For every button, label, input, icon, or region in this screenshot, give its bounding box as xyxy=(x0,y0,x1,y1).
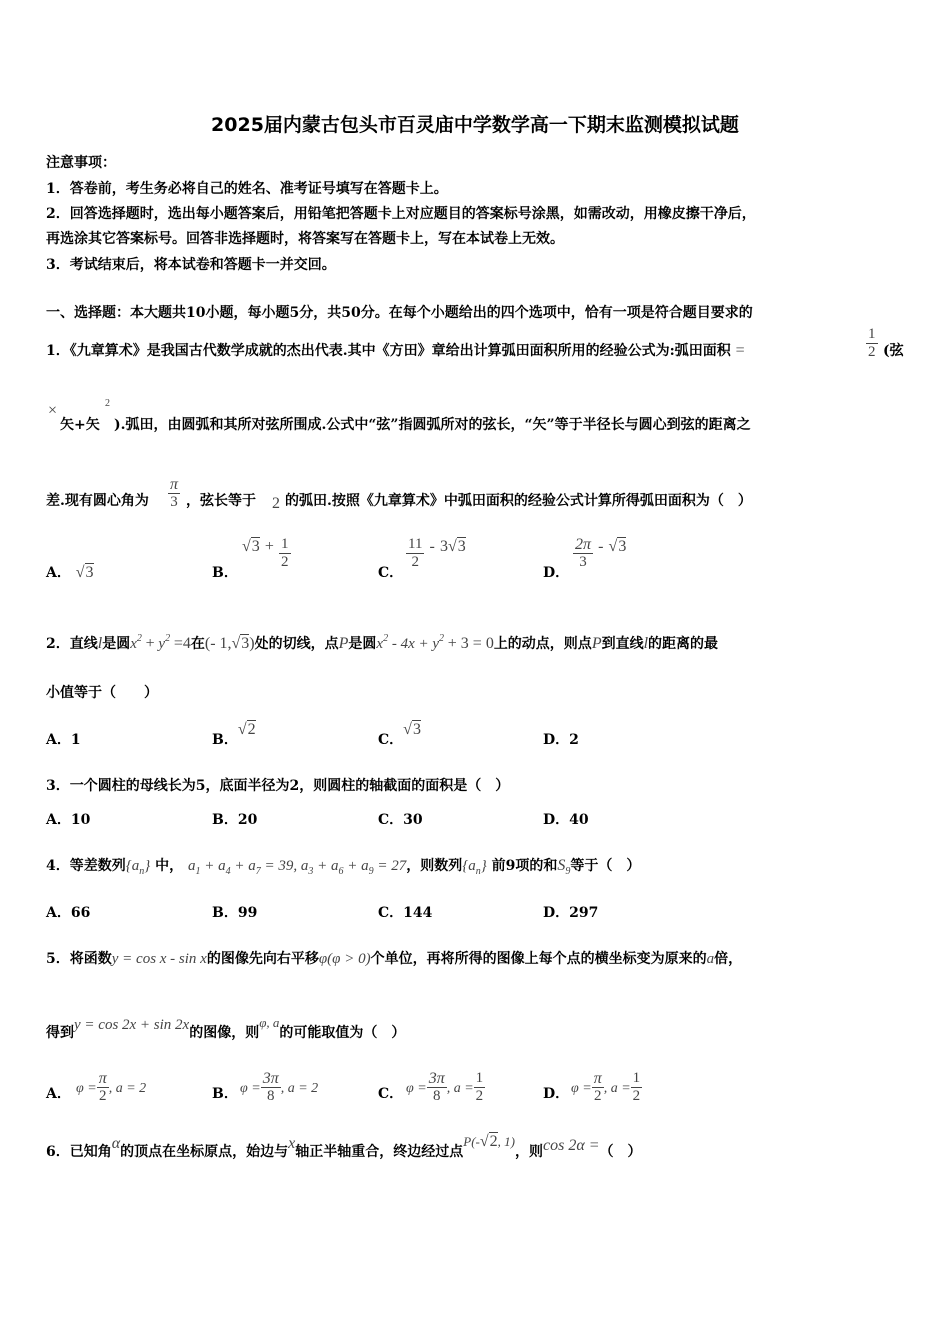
q5-option-d-label: D． xyxy=(543,1086,570,1102)
q5-text-b: 的图像先向右平移 xyxy=(206,951,319,967)
q6-text-e: （ ） xyxy=(599,1144,642,1160)
q2-option-b[interactable]: B．√2 xyxy=(212,721,256,748)
q6-line xyxy=(46,1133,642,1161)
q1-line1 xyxy=(46,340,745,360)
q1-text-d: ).弧田，由圆弧和其所对弦所围成.公式中“弦”指圆弧所对的弦长，“矢”等于半径长与圆心到弦的距离之 xyxy=(114,417,751,433)
q1-option-b-plus: + xyxy=(264,538,274,555)
q5-option-b-label: B． xyxy=(212,1086,238,1102)
q5-text-d: 倍， xyxy=(714,951,743,967)
q1-option-a-value: 3 xyxy=(85,564,94,581)
q6-point: P(-√2, 1) xyxy=(463,1133,515,1150)
q1-line2 xyxy=(60,414,100,434)
q4-text-b: 中， xyxy=(155,858,184,874)
q5-text-f: 的图像，则 xyxy=(189,1025,260,1041)
q2-point: (- 1,√3) xyxy=(204,635,255,652)
q4-conditions: $a_1 + a_4 + a_7 = 39$, $a_3 + a_6 + a_9 = 27$ xyxy=(188,858,407,877)
q1-eq: = xyxy=(735,342,745,359)
q1-option-c-num: 11 xyxy=(408,536,423,552)
q5-text-e: 得到 xyxy=(46,1025,74,1041)
q3-text: 3．一个圆柱的母线长为5，底面半径为2，则圆柱的轴截面的面积是（ ） xyxy=(46,778,510,794)
q1-option-a[interactable]: A． √3 xyxy=(46,564,94,581)
q1-half xyxy=(866,326,878,361)
q2-option-c[interactable]: C．√3 xyxy=(378,721,421,748)
q1-option-b-rad: 3 xyxy=(251,538,260,555)
q1-pi: π xyxy=(170,476,179,493)
q5-alpha: a xyxy=(706,951,715,967)
q4-line xyxy=(46,855,640,875)
note-3: 3．考试结束后，将本试卷和答题卡一并交回。 xyxy=(46,257,336,273)
q1-three: 3 xyxy=(170,494,178,510)
notes-heading: 注意事项： xyxy=(46,155,116,171)
q4-seq-2: $\{a_n\}$ xyxy=(462,858,487,877)
q1-text-f: ，弦长等于 xyxy=(186,493,256,509)
q1-times: × xyxy=(48,402,58,419)
q6-alpha: α xyxy=(111,1135,121,1152)
q1-chord: 2 xyxy=(272,495,280,512)
q3-option-d[interactable]: D．40 xyxy=(543,812,589,828)
q2-option-d[interactable]: D．2 xyxy=(543,732,579,748)
q2-text-b: 是圆 xyxy=(102,636,131,652)
q5-option-a-label: A． xyxy=(46,1086,71,1102)
q5-option-a[interactable] xyxy=(46,1083,71,1103)
q2-circle1: $x^2 + y^2 =4$ xyxy=(130,633,191,652)
q2-point-p: P xyxy=(338,635,349,652)
q4-text-d: 前9项的和 xyxy=(491,858,558,874)
q1-option-b-num: 1 xyxy=(281,536,289,552)
q4-option-c[interactable]: C．144 xyxy=(378,905,433,921)
q2-line1 xyxy=(46,633,718,653)
q2-option-b-rad: 2 xyxy=(247,721,256,738)
q4-option-b[interactable]: B．99 xyxy=(212,905,258,921)
q1-option-b-expr: √3 + $\frac{1}{2}$ xyxy=(242,536,289,570)
q5-line2 xyxy=(46,1015,406,1042)
q5-option-b-expr: φ = $\frac{3\pi}{8}$ , a = 2 xyxy=(240,1070,319,1104)
q5-text-a: 5．将函数 xyxy=(46,951,112,967)
q1-half-den: 2 xyxy=(868,344,876,360)
q6-cos: cos 2α = xyxy=(543,1137,600,1154)
q2-text-d: 处的切线，点 xyxy=(254,636,339,652)
q4-option-d[interactable]: D．297 xyxy=(543,905,599,921)
page-title: 2025届内蒙古包头市百灵庙中学数学高一下期末监测模拟试题 xyxy=(211,114,739,136)
q1-option-b-label: B． xyxy=(212,565,238,581)
q1-option-d[interactable] xyxy=(543,562,569,582)
q2-line-l-2: l xyxy=(643,635,649,652)
q2-circle2: $x^2 - 4x + y^2 + 3 = 0$ xyxy=(376,633,494,652)
q1-text-b: (弦 xyxy=(883,343,904,359)
q1-square: 2 xyxy=(105,398,110,409)
q2-text-h: 的距离的最 xyxy=(648,636,719,652)
q6-text-a: 6．已知角 xyxy=(46,1144,112,1160)
q5-phi-a: φ, a xyxy=(259,1015,280,1030)
q2-text-f: 上的动点，则点 xyxy=(493,636,592,652)
q1-option-b-den: 2 xyxy=(281,554,289,570)
q4-text-e: 等于（ ） xyxy=(570,858,641,874)
q2-text-e: 是圆 xyxy=(348,636,377,652)
q3-option-a[interactable]: A．10 xyxy=(46,812,91,828)
q2-option-c-rad: 3 xyxy=(412,721,421,738)
q4-option-a[interactable]: A．66 xyxy=(46,905,91,921)
q2-text-c: 在 xyxy=(190,636,205,652)
q1-option-d-den: 3 xyxy=(579,554,587,570)
q3-option-b[interactable]: B．20 xyxy=(212,812,258,828)
q1-option-d-rad: 3 xyxy=(618,538,627,555)
q1-half-num: 1 xyxy=(868,326,876,342)
q1-angle xyxy=(168,476,180,511)
q5-option-d-expr: φ = $\frac{\pi}{2}$ , a = $\frac{1}{2}$ xyxy=(571,1070,641,1104)
q5-option-d[interactable] xyxy=(543,1083,569,1103)
q4-seq: $\{a_n\}$ xyxy=(125,858,151,877)
q1-option-c-den: 2 xyxy=(411,554,419,570)
q1-option-b[interactable] xyxy=(212,562,238,582)
q2-text-a: 2．直线 xyxy=(46,636,98,652)
q6-text-c: 轴正半轴重合，终边经过点 xyxy=(295,1144,464,1160)
q1-option-d-minus: - xyxy=(598,538,604,555)
q2-option-b-label: B． xyxy=(212,732,238,748)
q5-function: y = cos x - sin x xyxy=(111,951,207,967)
note-2a: 2．回答选择题时，选出每小题答案后，用铅笔把答题卡上对应题目的答案标号涂黑，如需改动，用橡皮擦干净后， xyxy=(46,206,756,222)
q5-option-c-expr: φ = $\frac{3\pi}{8}$ , a = $\frac{1}{2}$ xyxy=(406,1070,484,1104)
q1-option-c-rad: 3 xyxy=(457,538,466,555)
q2-line2: 小值等于（ ） xyxy=(46,685,158,701)
q6-text-d: ，则 xyxy=(515,1144,543,1160)
q5-text-c: 个单位，再将所得的图像上每个点的横坐标变为原来的 xyxy=(370,951,707,967)
section-heading: 一、选择题：本大题共10小题，每小题5分，共50分。在每个小题给出的四个选项中，恰有一项是符合题目要求的 xyxy=(46,305,753,321)
q2-option-a[interactable]: A．1 xyxy=(46,732,81,748)
q2-point-p-2: P xyxy=(591,635,602,652)
q5-phi-condition: (φ > 0) xyxy=(327,951,371,967)
q1-option-c-expr: $\frac{11}{2}$ - 3√3 xyxy=(408,536,466,570)
q1-option-a-label: A． xyxy=(46,565,71,581)
q6-text-b: 的顶点在坐标原点，始边与 xyxy=(120,1144,289,1160)
q6-x: x xyxy=(288,1135,296,1152)
q1-text-e: 差.现有圆心角为 xyxy=(46,493,149,509)
q5-line1 xyxy=(46,948,742,968)
q1-option-d-num: 2π xyxy=(575,536,592,553)
q1-text-g: 的弧田.按照《九章算术》中弧田面积的经验公式计算所得弧田面积为（ ） xyxy=(285,493,752,509)
q2-text-g: 到直线 xyxy=(601,636,644,652)
q1-option-c-coef: 3 xyxy=(439,538,448,555)
q1-text-a: 1．《九章算术》是我国古代数学成就的杰出代表.其中《方田》章给出计算弧田面积所用的经验公式为:弧田面积 xyxy=(46,343,731,359)
q5-text-g: 的可能取值为（ ） xyxy=(279,1025,406,1041)
q5-option-a-expr: φ = $\frac{\pi}{2}$ , a = 2 xyxy=(76,1070,147,1104)
note-2b: 再选涂其它答案标号。回答非选择题时，将答案写在答题卡上，写在本试卷上无效。 xyxy=(46,231,564,247)
note-1: 1．答卷前，考生务必将自己的姓名、准考证号填写在答题卡上。 xyxy=(46,181,448,197)
q1-option-c-minus: - xyxy=(429,538,435,555)
q5-function-2: y = cos 2x + sin 2x xyxy=(74,1017,190,1033)
q5-phi: φ xyxy=(318,951,328,967)
q1-option-d-expr: $\frac{2\pi}{3}$ - √3 xyxy=(575,536,627,570)
q4-text-c: ，则数列 xyxy=(406,858,463,874)
q4-text-a: 4．等差数列 xyxy=(46,858,126,874)
q1-option-c[interactable] xyxy=(378,562,403,582)
q1-text-c: 矢+矢 xyxy=(60,417,100,433)
q5-option-b[interactable] xyxy=(212,1083,238,1103)
q2-option-c-label: C． xyxy=(378,732,404,748)
q2-line-l: l xyxy=(97,635,103,652)
q1-option-d-label: D． xyxy=(543,565,570,581)
q5-option-c-label: C． xyxy=(378,1086,404,1102)
q3-option-c[interactable]: C．30 xyxy=(378,812,423,828)
q4-sum: $S_9$ xyxy=(557,857,571,877)
q1-option-c-label: C． xyxy=(378,565,404,581)
q5-option-c[interactable] xyxy=(378,1083,403,1103)
